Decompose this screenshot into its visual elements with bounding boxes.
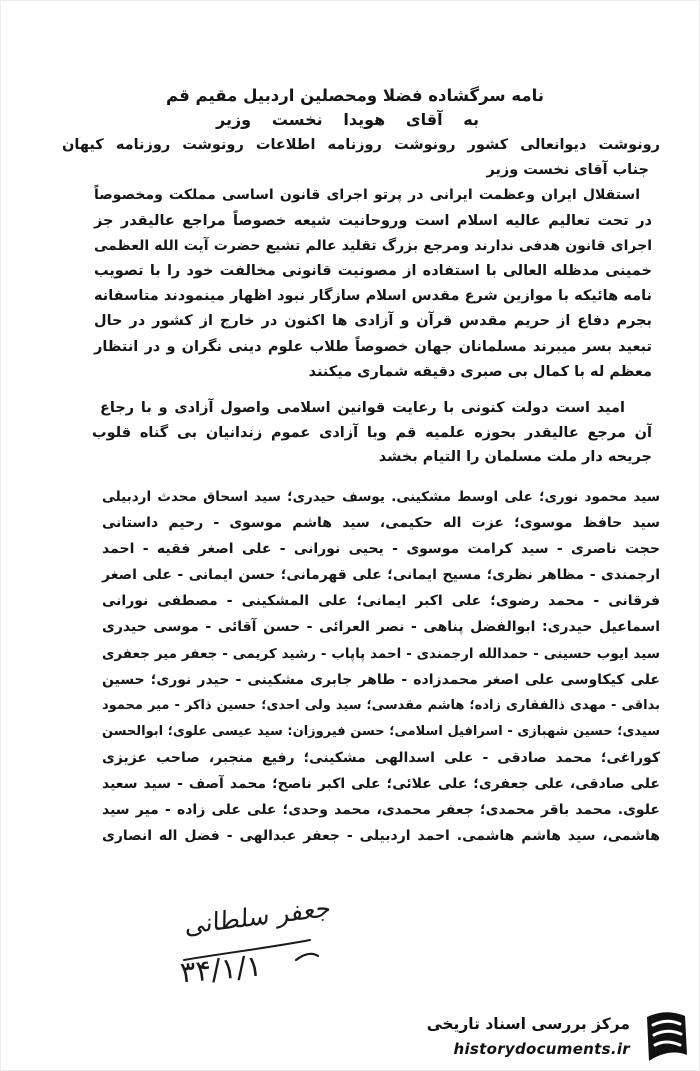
body-line: آن مرجع عالیقدر بحوزه علمیه قم وبا آزادی عموم زندانیان بی گناه قلوب xyxy=(92,424,652,441)
signatory-line: علی کیکاوسی علی اصغر محمدزاده - طاهر جابری مشکینی - حیدر نوری؛ حسین xyxy=(102,671,660,688)
body-line: استقلال ایران وعظمت ایرانی در پرتو اجرای قانون اساسی مملکت ومخصوصاً xyxy=(94,187,640,204)
body-line: خمینی مدظله العالی با استفاده از مصونیت قانونی مخالفت خود را با تصویب xyxy=(94,262,652,279)
signatory-line: علوی. محمد باقر محمدی؛ جعفر محمدی، محمد وحدی؛ علی علی زاده - میر سید xyxy=(102,802,660,819)
signatory-line: سید حافظ موسوی؛ عزت اله حکیمی، سید هاشم موسوی - رحیم داستانی xyxy=(102,515,660,532)
cc-line: رونوشت دیوانعالی کشور رونوشت روزنامه اطلاعات رونوشت روزنامه کیهان xyxy=(62,137,660,153)
body-line: بجرم دفاع از حریم مقدس قرآن و آزادی ها اکنون در خارج از کشور در حال xyxy=(94,313,652,330)
body-line: امید است دولت کنونی با رعایت قوانین اسلامی واصول آزادی و با رجاع xyxy=(100,400,625,416)
signatory-line: فرقانی - محمد رضوی؛ علی اکبر ایمانی؛ علی المشکینی - مصطفی نورانی xyxy=(102,593,660,610)
signatory-line: حجت ناصری - سید کرامت موسوی - یحیی نورانی - علی اصغر فقیه - احمد xyxy=(102,541,660,558)
letter-closing-paragraph xyxy=(90,396,652,470)
body-line: معظم له با کمال بی صبری دقیقه شماری میکنند xyxy=(308,363,652,380)
body-line: در تحت تعالیم عالیه اسلام است وروحانیت شیعه خصوصاً مراجع عالیقدر جز xyxy=(94,212,652,229)
letter-body xyxy=(62,133,660,385)
handwritten-date: ۳۴/۱/۱ xyxy=(178,948,264,990)
body-line: نامه هائیکه با موازین شرع مقدس اسلام سازگار نبود اظهار مینمودند متاسفانه xyxy=(94,288,652,305)
letter-subtitle: به آقای هویدا نخست وزیر xyxy=(216,110,479,129)
signatory-line: علی صادقی، علی جعفری؛ علی علائی؛ علی اکبر ناصح؛ محمد آصف - سید سعید xyxy=(102,776,660,793)
signatories-list xyxy=(100,484,660,849)
archive-logo-icon xyxy=(642,1008,690,1066)
signatory-line: ارجمندی - مظاهر نظری؛ مسیح ایمانی؛ علی قهرمانی؛ حسن ایمانی - علی اصغر xyxy=(102,567,660,584)
signatory-line: اسماعیل حیدری: ابوالفضل پناهی - نصر العرائی - حسن آقائی - موسی حیدری xyxy=(102,619,660,636)
signatory-line: سیدی؛ حسین شهبازی - اسرافیل اسلامی؛ حسن فیروزان: سید عیسی علوی؛ ابوالحسن xyxy=(102,723,660,739)
signatory-line: هاشمی، سید هاشم هاشمی. احمد اردبیلی - جعفر عبدالهی - فضل اله انصاری xyxy=(102,828,660,845)
handwritten-signature: جعفر سلطانی xyxy=(184,892,332,941)
watermark-org-name: مرکز بررسی اسناد تاریخی xyxy=(426,1015,630,1033)
signatory-line: سید ایوب حسینی - حمدالله ارجمندی - احمد پاپاب - رشید کریمی - جعفر میر جعفری xyxy=(102,645,660,662)
body-line: تبعید بسر میبرند مسلمانان جهان خصوصاً طلاب علوم دینی نگران و در انتظار xyxy=(94,338,652,355)
salutation: جناب آقای نخست وزیر xyxy=(486,162,649,179)
letter-title: نامه سرگشاده فضلا ومحصلین اردبیل مقیم قم xyxy=(166,86,544,105)
body-line: جریحه دار ملت مسلمان را التیام بخشد xyxy=(378,449,652,465)
body-line: اجرای قانون هدفی ندارند ومرجع بزرگ تقلید عالم تشیع حضرت آیت الله العظمی xyxy=(94,237,652,254)
signatory-line: بداقی - مهدی ذالفقاری زاده؛ هاشم مقدسی؛ سید ولی احدی؛ حسین ذاکر - میر محمود xyxy=(102,697,660,713)
signatory-line: سید محمود نوری؛ علی اوسط مشکینی. یوسف حیدری؛ سید اسحاق محدث اردبیلی xyxy=(102,489,660,505)
watermark-site: historydocuments.ir xyxy=(453,1040,630,1058)
signatory-line: کوراغی؛ محمد صادقی - علی اسدالهی مشکینی؛ رفیع منجبر، صاحب عزیزی xyxy=(102,749,660,766)
